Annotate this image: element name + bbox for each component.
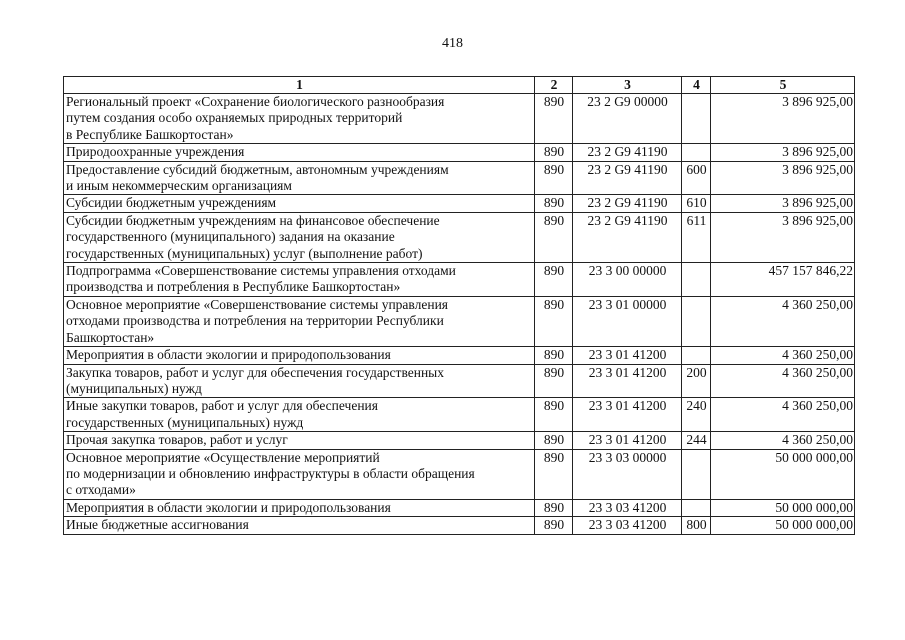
row-col4: 244	[682, 432, 711, 449]
row-col2: 890	[535, 432, 573, 449]
row-col5: 4 360 250,00	[711, 347, 855, 364]
row-col3: 23 2 G9 00000	[573, 94, 682, 144]
table-row	[64, 449, 855, 499]
row-col4	[682, 449, 711, 499]
column-header-3: 3	[573, 77, 682, 94]
row-col4	[682, 347, 711, 364]
row-col2: 890	[535, 347, 573, 364]
row-col2: 890	[535, 517, 573, 534]
table-row	[64, 517, 855, 534]
table-row	[64, 499, 855, 516]
column-header-5: 5	[711, 77, 855, 94]
row-col3: 23 3 03 41200	[573, 499, 682, 516]
table-row	[64, 263, 855, 297]
row-col5: 3 896 925,00	[711, 195, 855, 212]
column-header-4: 4	[682, 77, 711, 94]
row-col2: 890	[535, 144, 573, 161]
row-col4	[682, 144, 711, 161]
row-col4: 600	[682, 161, 711, 195]
row-col3: 23 3 01 41200	[573, 364, 682, 398]
page-number: 418	[442, 36, 463, 51]
row-col5: 457 157 846,22	[711, 263, 855, 297]
row-col4: 240	[682, 398, 711, 432]
row-col5: 3 896 925,00	[711, 212, 855, 262]
row-col5: 4 360 250,00	[711, 296, 855, 346]
row-col2: 890	[535, 161, 573, 195]
row-name: Субсидии бюджетным учреждениям на финансовое обеспечение государственного (муниципального) задания на оказание государственных (муниципальных) услуг (выполнение работ)	[64, 212, 535, 262]
row-col4	[682, 263, 711, 297]
row-col4	[682, 499, 711, 516]
row-col5: 50 000 000,00	[711, 517, 855, 534]
row-col3: 23 3 01 41200	[573, 398, 682, 432]
row-col2: 890	[535, 449, 573, 499]
table-row	[64, 212, 855, 262]
row-name: Основное мероприятие «Совершенствование системы управления отходами производства и потребления на территории Республики Башкортостан»	[64, 296, 535, 346]
row-name: Мероприятия в области экологии и природопользования	[64, 347, 535, 364]
row-col2: 890	[535, 212, 573, 262]
row-col2: 890	[535, 94, 573, 144]
row-col4: 800	[682, 517, 711, 534]
row-col2: 890	[535, 499, 573, 516]
column-header-1: 1	[64, 77, 535, 94]
row-col2: 890	[535, 263, 573, 297]
row-name: Мероприятия в области экологии и природопользования	[64, 499, 535, 516]
table-row	[64, 398, 855, 432]
row-col4: 611	[682, 212, 711, 262]
row-col3: 23 3 01 00000	[573, 296, 682, 346]
row-name: Подпрограмма «Совершенствование системы управления отходами производства и потребления в Республике Башкортостан»	[64, 263, 535, 297]
table-row	[64, 161, 855, 195]
row-name: Региональный проект «Сохранение биологического разнообразия путем создания особо охраняемых природных территорий в Республике Башкортостан»	[64, 94, 535, 144]
row-name: Иные закупки товаров, работ и услуг для обеспечения государственных (муниципальных) нужд	[64, 398, 535, 432]
row-col2: 890	[535, 195, 573, 212]
row-name: Субсидии бюджетным учреждениям	[64, 195, 535, 212]
row-col5: 50 000 000,00	[711, 499, 855, 516]
row-col3: 23 3 00 00000	[573, 263, 682, 297]
row-col3: 23 2 G9 41190	[573, 212, 682, 262]
row-col4: 200	[682, 364, 711, 398]
row-name: Иные бюджетные ассигнования	[64, 517, 535, 534]
table-row	[64, 347, 855, 364]
row-col3: 23 3 01 41200	[573, 432, 682, 449]
row-col5: 4 360 250,00	[711, 432, 855, 449]
table-row	[64, 364, 855, 398]
row-col3: 23 3 01 41200	[573, 347, 682, 364]
row-col5: 4 360 250,00	[711, 398, 855, 432]
row-col3: 23 3 03 00000	[573, 449, 682, 499]
row-col4	[682, 94, 711, 144]
row-col2: 890	[535, 364, 573, 398]
row-col5: 3 896 925,00	[711, 161, 855, 195]
row-col4: 610	[682, 195, 711, 212]
row-name: Предоставление субсидий бюджетным, автономным учреждениям и иным некоммерческим организациям	[64, 161, 535, 195]
row-name: Природоохранные учреждения	[64, 144, 535, 161]
row-name: Закупка товаров, работ и услуг для обеспечения государственных (муниципальных) нужд	[64, 364, 535, 398]
row-name: Основное мероприятие «Осуществление мероприятий по модернизации и обновлению инфраструктуры в области обращения с отходами»	[64, 449, 535, 499]
table-row	[64, 94, 855, 144]
row-col3: 23 2 G9 41190	[573, 195, 682, 212]
table-row	[64, 296, 855, 346]
row-col2: 890	[535, 398, 573, 432]
table-row	[64, 432, 855, 449]
row-col5: 4 360 250,00	[711, 364, 855, 398]
budget-table	[63, 76, 855, 535]
row-col4	[682, 296, 711, 346]
row-col3: 23 3 03 41200	[573, 517, 682, 534]
table-row	[64, 144, 855, 161]
row-col5: 3 896 925,00	[711, 144, 855, 161]
column-header-2: 2	[535, 77, 573, 94]
row-col5: 3 896 925,00	[711, 94, 855, 144]
table-row	[64, 195, 855, 212]
row-col3: 23 2 G9 41190	[573, 161, 682, 195]
table-header-row	[64, 77, 855, 94]
row-col5: 50 000 000,00	[711, 449, 855, 499]
row-name: Прочая закупка товаров, работ и услуг	[64, 432, 535, 449]
row-col2: 890	[535, 296, 573, 346]
row-col3: 23 2 G9 41190	[573, 144, 682, 161]
